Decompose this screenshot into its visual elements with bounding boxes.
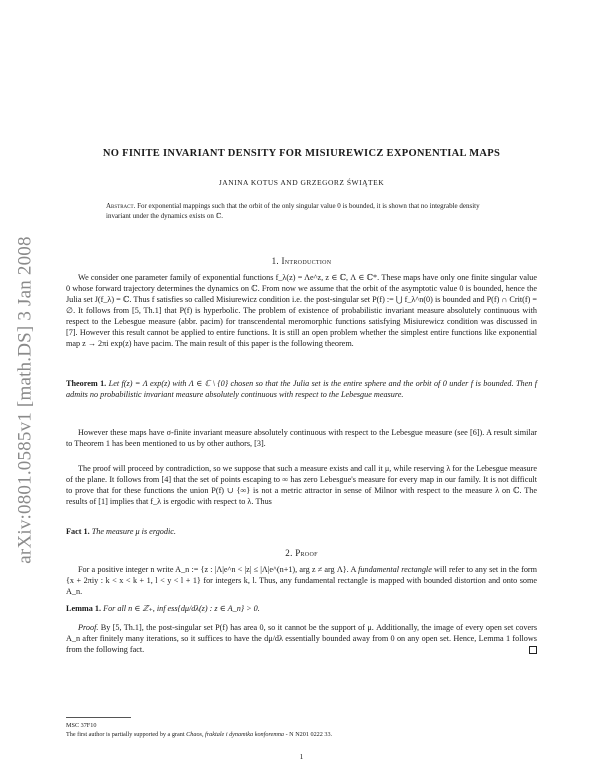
fundamental-rectangle-term: fundamental rectangle: [358, 565, 432, 574]
section-title: Proof: [295, 548, 318, 558]
proof-label: Proof.: [78, 623, 99, 632]
paper-title: NO FINITE INVARIANT DENSITY FOR MISIUREWICZ EXPONENTIAL MAPS: [102, 148, 501, 159]
footnote-msc: MSC 37F10: [66, 722, 97, 729]
abstract: [106, 201, 506, 221]
proof-paragraph-text-b: will refer to any set in the form {x + 2πiy : k < x < k + 1, l < y < l + 1} for integers k, l. Thus, any fundamental rectangle is mapped with bounded distortion and onto some A_n.: [66, 565, 538, 596]
proof-text: By [5, Th.1], the post-singular set P(f) has area 0, so it cannot be the support of μ. Additionally, the image of every open set covers A_n after finitely many iterations, so it suffices to have the dμ/dλ essentially bounded away from 0 on any open set. Hence, Lemma 1 follows from the following fact.: [66, 623, 538, 654]
section-heading-introduction: [66, 256, 537, 266]
abstract-label: Abstract.: [106, 202, 136, 210]
page-number: 1: [299, 752, 304, 761]
lemma-proof: [66, 622, 537, 655]
section-number: 1.: [271, 256, 279, 266]
proof-paragraph-text-a: For a positive integer n write A_n := {z : |Λ|e^n < |z| ≤ |Λ|e^(n+1), arg z ≠ arg Λ}. A: [78, 565, 356, 574]
abstract-text: For exponential mappings such that the orbit of the only singular value 0 is bounded, it is shown that no integrable density invariant under the dynamics exists on ℂ.: [106, 202, 480, 220]
fact-label: Fact 1.: [66, 527, 90, 536]
fact-text: The measure μ is ergodic.: [91, 527, 176, 536]
intro-paragraph-2: However these maps have σ-finite invariant measure absolutely continuous with respect to the Lebesgue measure (see [6]). A result similar to Theorem 1 has been mentioned to us by other authors, [3].: [66, 428, 537, 448]
footnote-support: [66, 731, 537, 739]
footnote-rule: [66, 717, 131, 718]
footnote-support-text-a: The first author is partially supported by a grant: [66, 731, 185, 738]
section-number: 2.: [285, 548, 293, 558]
intro-paragraph-1: We consider one parameter family of exponential functions f_λ(z) = Λe^z, z ∈ ℂ, Λ ∈ ℂ*. These maps have only one finite singular value 0 whose forward trajectory determines the dynamics on ℂ. From now we assume that the orbit of the asymptotic value 0 is bounded, hence the Julia set J(f_λ) = ℂ. Thus f satisfies so called Misiurewicz condition i.e. the post-singular set P(f) := ⋃ f_λ^n(0) is bounded and P(f) ∩ Crit(f) = ∅. It follows from [5, Th.1] that P(f) is hyperbolic. The problem of existence of probabilistic invariant measure absolutely continuous with respect to the Lebesgue measure (abbr. pacim) for transcendental meromorphic functions satisfying Misiurewicz condition was discussed in [7]. However this result cannot be applied to entire functions. It is still an open problem whether the simplest entire functions like exponential map z → 2πi exp(z) have pacim. The main result of this paper is the following theorem.: [66, 273, 537, 348]
proof-paragraph-1: [66, 564, 537, 597]
arxiv-stamp-text: arXiv:0801.0585v1 [math.DS] 3 Jan 2008: [15, 236, 36, 564]
lemma-text: For all n ∈ ℤ₊, inf ess{dμ/dλ(z) : z ∈ A_n} > 0.: [103, 604, 260, 613]
paper-authors: JANINA KOTUS AND GRZEGORZ ŚWIĄTEK: [218, 178, 385, 187]
qed-box-icon: [529, 646, 537, 654]
grant-title: Chaos, fraktale i dynamika konforemna: [186, 731, 285, 738]
theorem-1: [66, 378, 537, 400]
section-heading-proof: [66, 548, 537, 558]
section-title: Introduction: [281, 256, 332, 266]
arxiv-identifier-stamp: [4, 190, 48, 610]
theorem-label: Theorem 1.: [66, 379, 107, 388]
fact-1: [66, 526, 537, 537]
lemma-1: [66, 603, 537, 614]
footnote-support-text-b: - N N201 0222 33.: [285, 731, 333, 738]
theorem-text: Let f(z) = Λ exp(z) with Λ ∈ ℂ \ {0} chosen so that the Julia set is the entire sphere and the orbit of 0 under f is bounded. Then f admits no probabilistic invariant measure absolutely continuous with respect to the Lebesgue measure.: [66, 379, 538, 399]
intro-paragraph-3: The proof will proceed by contradiction, so we suppose that such a measure exists and call it μ, while reserving λ for the Lebesgue measure of the plane. It follows from [4] that the set of points escaping to ∞ has zero Lebesgue's measure for every map in our family. It is not difficult to prove that for these functions the union P(f) ∪ {∞} is not a metric attractor in sense of Milnor with respect to the measure λ on ℂ. The results of [1] implies that f_λ is ergodic with respect to λ. Thus: [66, 464, 537, 506]
lemma-label: Lemma 1.: [66, 604, 102, 613]
